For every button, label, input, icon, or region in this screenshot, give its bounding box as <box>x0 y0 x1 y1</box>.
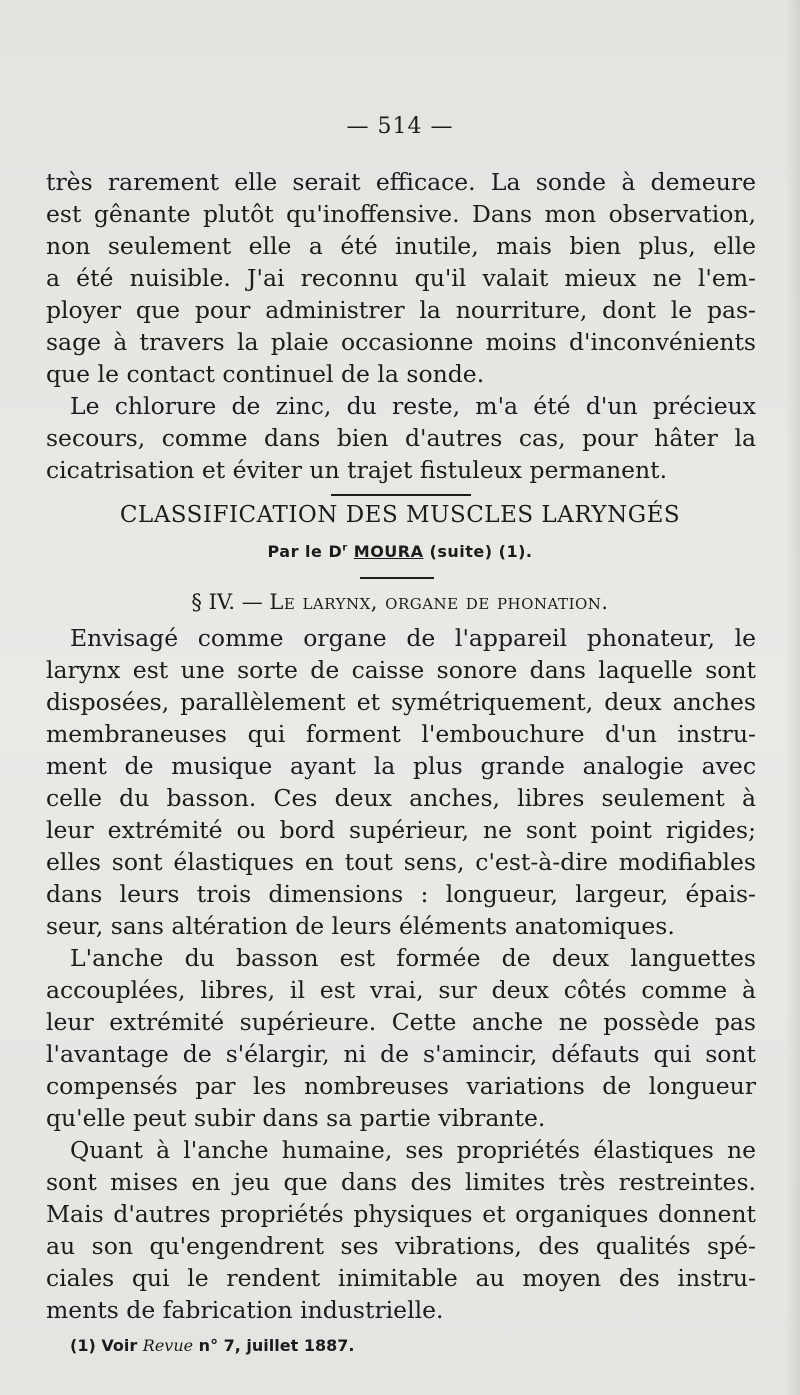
text-line: leur extrémité ou bord supérieur, ne sont point rigides; <box>46 816 756 844</box>
text-line: a été nuisible. J'ai reconnu qu'il valait mieux ne l'em- <box>46 264 756 292</box>
text-line: ployer que pour administrer la nourriture, dont le pas- <box>46 296 756 324</box>
text-line: larynx est une sorte de caisse sonore dans laquelle sont <box>46 656 756 684</box>
text-line: dans leurs trois dimensions : longueur, largeur, épais- <box>46 880 756 908</box>
text-line: ment de musique ayant la plus grande analogie avec <box>46 752 756 780</box>
section-divider <box>331 494 471 496</box>
text-line: Envisagé comme organe de l'appareil phonateur, le <box>70 624 756 652</box>
text-line: non seulement elle a été inutile, mais bien plus, elle <box>46 232 756 260</box>
text-line: leur extrémité supérieure. Cette anche ne possède pas <box>46 1008 756 1036</box>
text-line: qu'elle peut subir dans sa partie vibrante. <box>46 1104 546 1132</box>
text-line: l'avantage de s'élargir, ni de s'amincir, défauts qui sont <box>46 1040 756 1068</box>
footnote-suffix: n° 7, juillet 1887. <box>193 1336 355 1355</box>
text-line: celle du basson. Ces deux anches, libres seulement à <box>46 784 756 812</box>
section-name: Le larynx, organe de phonation. <box>269 590 609 614</box>
text-line: membraneuses qui forment l'embouchure d'un instru- <box>46 720 756 748</box>
text-line: cicatrisation et éviter un trajet fistuleux permanent. <box>46 456 668 484</box>
byline-suffix: (suite) (1). <box>423 542 533 561</box>
byline-prefix: Par le D <box>267 542 343 561</box>
footnote <box>70 1336 354 1355</box>
text-line: très rarement elle serait efficace. La sonde à demeure <box>46 168 756 196</box>
section-number: § IV. — <box>191 590 270 614</box>
byline-author: MOURA <box>353 542 424 561</box>
text-line: au son qu'engendrent ses vibrations, des qualités spé- <box>46 1232 756 1260</box>
text-line: sont mises en jeu que dans des limites très restreintes. <box>46 1168 756 1196</box>
text-line: L'anche du basson est formée de deux languettes <box>70 944 756 972</box>
article-heading: CLASSIFICATION DES MUSCLES LARYNGÉS <box>119 502 681 528</box>
text-line: compensés par les nombreuses variations de longueur <box>46 1072 756 1100</box>
page-number: — 514 — <box>346 114 454 139</box>
text-line: ciales qui le rendent inimitable au moyen des instru- <box>46 1264 756 1292</box>
text-line: accouplées, libres, il est vrai, sur deux côtés comme à <box>46 976 756 1004</box>
text-line: que le contact continuel de la sonde. <box>46 360 485 388</box>
text-line: Le chlorure de zinc, du reste, m'a été d'un précieux <box>70 392 756 420</box>
page-edge-shadow <box>786 0 800 1395</box>
text-line: Quant à l'anche humaine, ses propriétés élastiques ne <box>70 1136 756 1164</box>
text-line: ments de fabrication industrielle. <box>46 1296 444 1324</box>
footnote-journal: Revue <box>142 1336 194 1355</box>
text-line: disposées, parallèlement et symétriquement, deux anches <box>46 688 756 716</box>
byline-sup: r <box>342 542 348 554</box>
text-line: sage à travers la plaie occasionne moins d'inconvénients <box>46 328 756 356</box>
byline-divider <box>360 577 434 579</box>
text-line: secours, comme dans bien d'autres cas, pour hâter la <box>46 424 756 452</box>
section-title <box>0 590 800 614</box>
article-byline <box>0 542 800 561</box>
text-line: elles sont élastiques en tout sens, c'est-à-dire modifiables <box>46 848 756 876</box>
text-line: Mais d'autres propriétés physiques et organiques donnent <box>46 1200 756 1228</box>
text-line: seur, sans altération de leurs éléments anatomiques. <box>46 912 675 940</box>
text-line: est gênante plutôt qu'inoffensive. Dans mon observation, <box>46 200 756 228</box>
footnote-prefix: (1) Voir <box>70 1336 143 1355</box>
